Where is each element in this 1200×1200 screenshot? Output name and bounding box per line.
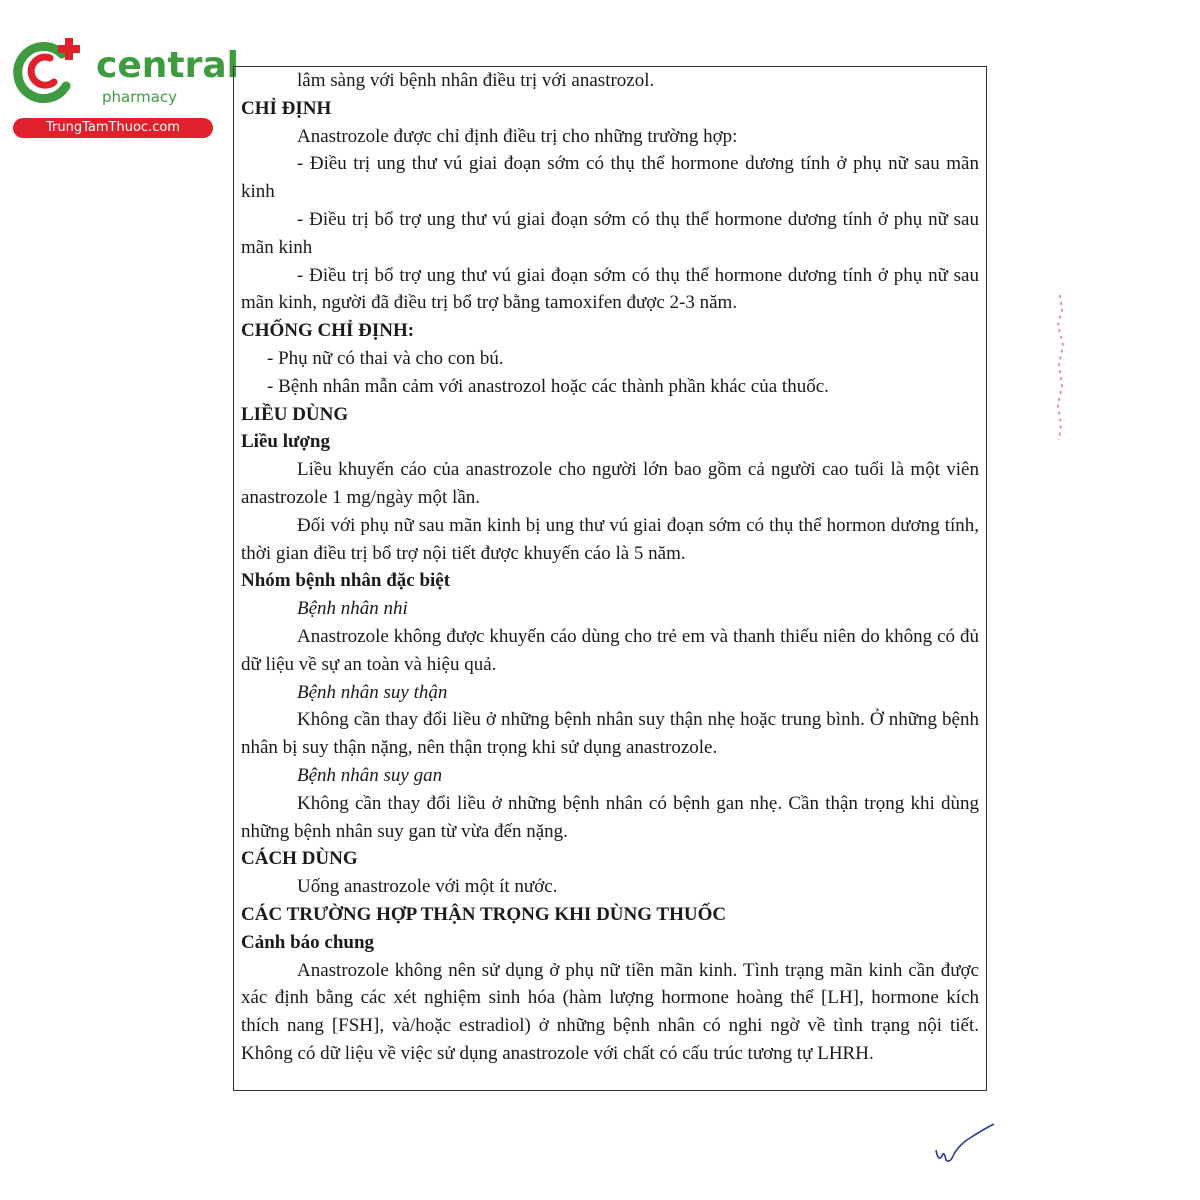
paragraph: Anastrozole không được khuyến cáo dùng cho trẻ em và thanh thiếu niên do không có đủ dữ liệu về sự an toàn và hiệu quả.: [241, 625, 979, 675]
paragraph: - Điều trị ung thư vú giai đoạn sớm có thụ thể hormone dương tính ở phụ nữ sau mãn kinh: [241, 153, 979, 203]
paragraph: - Điều trị bổ trợ ung thư vú giai đoạn sớm có thụ thể hormone dương tính ở phụ nữ sau mãn kinh: [241, 208, 979, 258]
logo: [10, 36, 239, 136]
paragraph: Đối với phụ nữ sau mãn kinh bị ung thư vú giai đoạn sớm có thụ thể hormon dương tính, thời gian điều trị bổ trợ nội tiết được khuyến cáo là 5 năm.: [241, 514, 979, 564]
paragraph: Không cần thay đổi liều ở những bệnh nhân có bệnh gan nhẹ. Cần thận trọng khi dùng những bệnh nhân suy gan từ vừa đến nặng.: [241, 792, 979, 842]
central-pharmacy-logo-icon: [10, 36, 85, 106]
section-heading: Nhóm bệnh nhân đặc biệt: [241, 570, 451, 592]
section-heading: CHỈ ĐỊNH: [241, 97, 332, 119]
section-heading: Liều lượng: [241, 431, 330, 453]
paragraph: - Điều trị bổ trợ ung thư vú giai đoạn sớm có thụ thể hormone dương tính ở phụ nữ sau mãn kinh, người đã điều trị bổ trợ bằng tamoxifen được 2-3 năm.: [241, 264, 979, 314]
paragraph: lâm sàng với bệnh nhân điều trị với anastrozol.: [297, 70, 655, 91]
section-heading: Cảnh báo chung: [241, 931, 375, 953]
logo-url: TrungTamThuoc.com: [13, 118, 213, 138]
paragraph: - Phụ nữ có thai và cho con bú.: [267, 347, 504, 369]
logo-brand: central: [96, 45, 239, 86]
document-page: [233, 66, 987, 1091]
subsection-heading: Bệnh nhân suy thận: [297, 681, 448, 703]
section-heading: CÁCH DÙNG: [241, 848, 358, 870]
document-content: [241, 67, 979, 1068]
section-heading: LIỀU DÙNG: [241, 403, 349, 425]
paragraph: Uống anastrozole với một ít nước.: [297, 876, 558, 898]
paragraph: Anastrozole được chỉ định điều trị cho những trường hợp:: [297, 125, 738, 147]
paragraph: Liều khuyến cáo của anastrozole cho người lớn bao gồm cả người cao tuổi là một viên anastrozole 1 mg/ngày một lần.: [241, 459, 979, 508]
paragraph: Không cần thay đổi liều ở những bệnh nhân suy thận nhẹ hoặc trung bình. Ở những bệnh nhân bị suy thận nặng, nên thận trọng khi sử dụng anastrozole.: [241, 709, 979, 759]
paragraph: Anastrozole không nên sử dụng ở phụ nữ tiền mãn kinh. Tình trạng mãn kinh cần được xác định bằng các xét nghiệm sinh hóa (hàm lượng hormone hoàng thể [LH], hormone kích thích nang [FSH], và/hoặc estradiol) ở những bệnh nhân có nghi ngờ về tình trạng nội tiết. Không có dữ liệu về việc sử dụng anastrozole với chất có cấu trúc tương tự LHRH.: [241, 959, 979, 1064]
subsection-heading: Bệnh nhân suy gan: [297, 764, 443, 786]
section-heading: CHỐNG CHỈ ĐỊNH:: [241, 320, 415, 342]
section-heading: CÁC TRƯỜNG HỢP THẬN TRỌNG KHI DÙNG THUỐC: [241, 903, 727, 925]
paragraph: - Bệnh nhân mẫn cảm với anastrozol hoặc các thành phần khác của thuốc.: [267, 375, 829, 397]
logo-subtitle: pharmacy: [102, 88, 178, 106]
subsection-heading: Bệnh nhân nhi: [297, 598, 408, 620]
handwritten-initials-icon: [930, 1122, 1000, 1172]
red-stamp-mark-icon: [1050, 290, 1070, 450]
